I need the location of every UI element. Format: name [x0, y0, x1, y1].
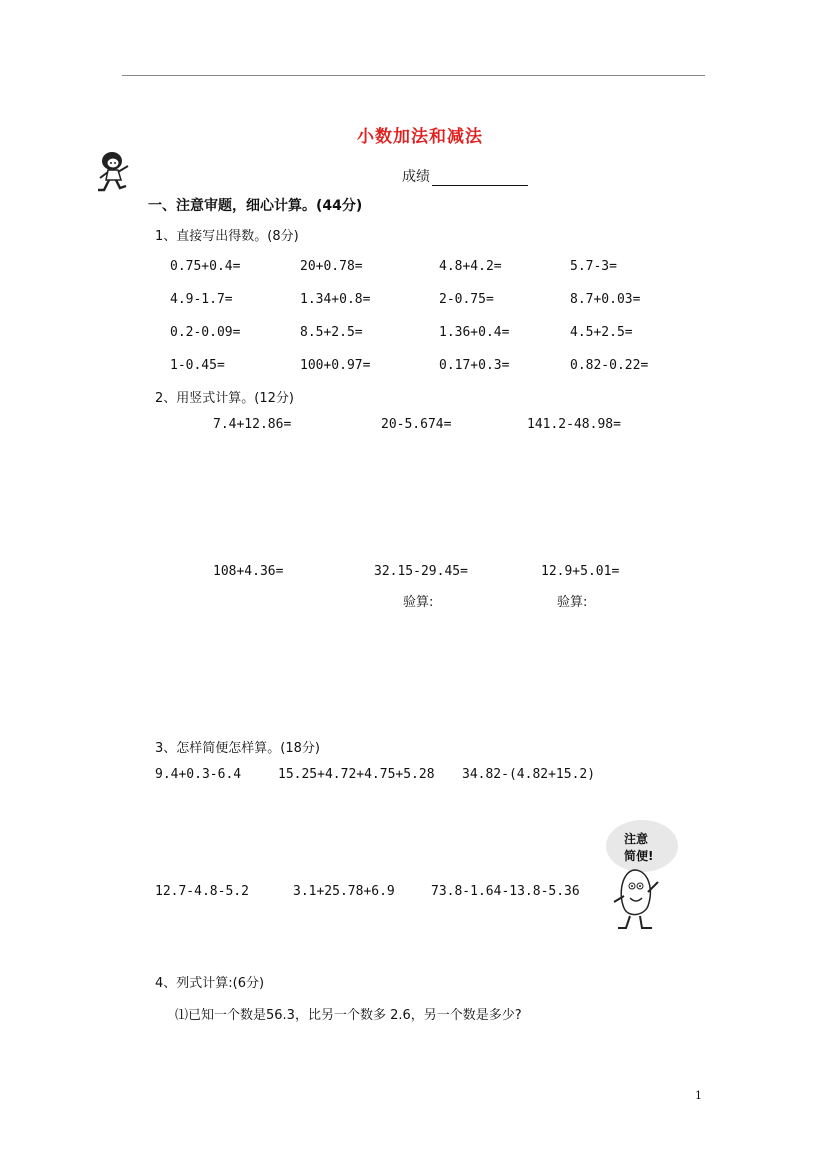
page-number: 1 — [695, 1089, 702, 1102]
question-2-label: 2、用竖式计算。(12分) — [155, 391, 294, 406]
question-3-label: 3、怎样简便怎样算。(18分) — [155, 741, 320, 756]
q4-item: ⑴已知一个数是56.3，比另一个数多 2.6，另一个数是多少? — [175, 1008, 522, 1023]
hint-text: 简便! — [624, 849, 654, 863]
q2-item: 141.2-48.98= — [527, 417, 621, 432]
q3-item: 12.7-4.8-5.2 — [155, 884, 249, 899]
q1-item: 8.5+2.5= — [300, 325, 363, 340]
q2-item: 108+4.36= — [213, 564, 284, 579]
q1-item: 1.34+0.8= — [300, 292, 371, 307]
q1-item: 0.2-0.09= — [170, 325, 241, 340]
check-label: 验算: — [403, 595, 434, 610]
hint-text: 注意 — [624, 832, 649, 846]
q2-item: 7.4+12.86= — [213, 417, 292, 432]
question-1-label: 1、直接写出得数。(8分) — [155, 229, 299, 244]
q1-item: 8.7+0.03= — [570, 292, 641, 307]
q1-item: 100+0.97= — [300, 358, 371, 373]
score-blank — [432, 173, 528, 186]
q1-item: 0.82-0.22= — [570, 358, 649, 373]
q3-item: 15.25+4.72+4.75+5.28 — [278, 767, 435, 782]
cartoon-mascot-icon — [608, 862, 664, 936]
q1-item: 4.8+4.2= — [439, 259, 502, 274]
page-title: 小数加法和减法 — [357, 127, 483, 147]
q2-item: 20-5.674= — [381, 417, 452, 432]
q3-item: 3.1+25.78+6.9 — [293, 884, 395, 899]
q1-item: 20+0.78= — [300, 259, 363, 274]
q2-item: 32.15-29.45= — [374, 564, 468, 579]
q1-item: 1.36+0.4= — [439, 325, 510, 340]
q3-item: 9.4+0.3-6.4 — [155, 767, 242, 782]
header-rule — [122, 75, 705, 76]
q1-item: 5.7-3= — [570, 259, 617, 274]
q3-item: 73.8-1.64-13.8-5.36 — [431, 884, 580, 899]
q1-item: 4.9-1.7= — [170, 292, 233, 307]
q2-item: 12.9+5.01= — [541, 564, 620, 579]
q1-item: 0.17+0.3= — [439, 358, 510, 373]
cartoon-girl-icon — [94, 150, 136, 196]
q1-item: 0.75+0.4= — [170, 259, 241, 274]
q1-item: 4.5+2.5= — [570, 325, 633, 340]
q1-item: 2-0.75= — [439, 292, 494, 307]
score-label: 成绩 — [402, 169, 430, 185]
score-field — [402, 166, 528, 186]
check-label: 验算: — [557, 595, 588, 610]
q1-item: 1-0.45= — [170, 358, 225, 373]
section-heading: 一、注意审题，细心计算。(44分) — [148, 198, 363, 214]
q3-item: 34.82-(4.82+15.2) — [462, 767, 596, 782]
question-4-label: 4、列式计算:(6分) — [155, 976, 265, 991]
